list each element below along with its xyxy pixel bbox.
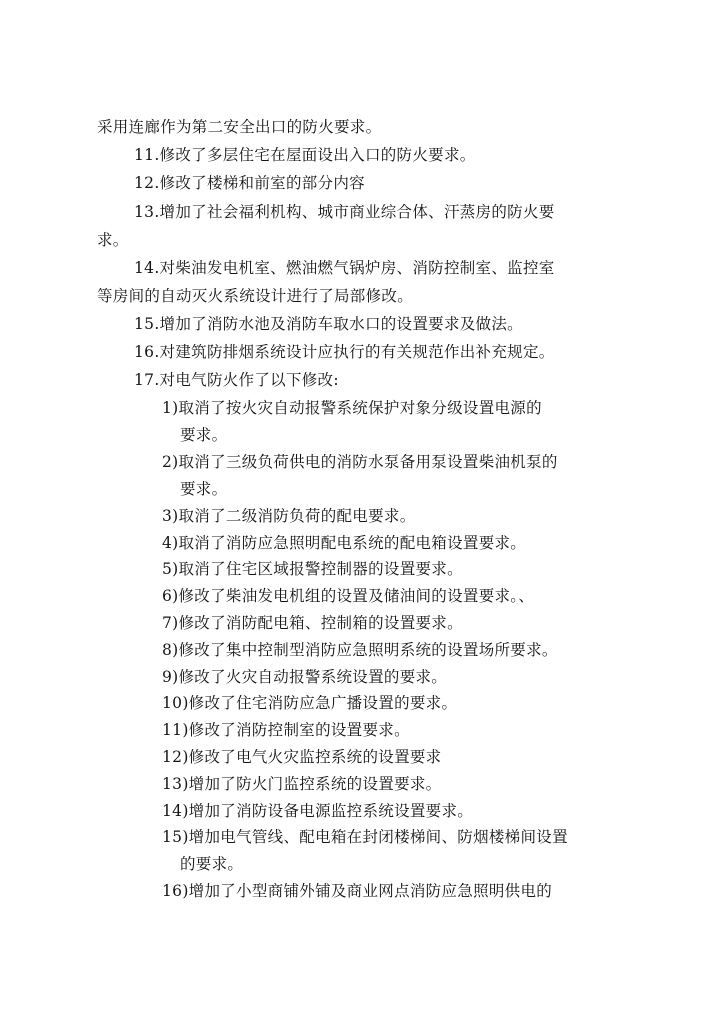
text-line: 5)取消了住宅区域报警控制器的设置要求。 bbox=[162, 560, 463, 578]
text-line: 要求。 bbox=[180, 426, 228, 444]
text-line: 7)修改了消防配电箱、控制箱的设置要求。 bbox=[162, 614, 463, 632]
text-line: 的要求。 bbox=[180, 855, 244, 873]
text-line: 12.修改了楼梯和前室的部分内容 bbox=[134, 174, 365, 192]
text-line: 采用连廊作为第二安全出口的防火要求。 bbox=[97, 118, 382, 136]
text-line: 6)修改了柴油发电机组的设置及储油间的设置要求。、 bbox=[162, 587, 535, 605]
text-line: 11.修改了多层住宅在屋面设出入口的防火要求。 bbox=[134, 146, 476, 164]
text-line: 15.增加了消防水池及消防车取水口的设置要求及做法。 bbox=[134, 315, 523, 333]
text-line: 要求。 bbox=[180, 480, 228, 498]
text-line: 10)修改了住宅消防应急广播设置的要求。 bbox=[162, 694, 458, 712]
text-line: 9)修改了火灾自动报警系统设置的要求。 bbox=[162, 668, 448, 686]
text-line: 15)增加电气管线、配电箱在封闭楼梯间、防烟楼梯间设置 bbox=[162, 828, 568, 846]
text-line: 17.对电气防火作了以下修改: bbox=[134, 371, 339, 389]
text-line: 13)增加了防火门监控系统的设置要求。 bbox=[162, 775, 442, 793]
text-line: 4)取消了消防应急照明配电系统的配电箱设置要求。 bbox=[162, 534, 527, 552]
text-line: 16)增加了小型商铺外铺及商业网点消防应急照明供电的 bbox=[162, 882, 553, 900]
text-line: 3)取消了二级消防负荷的配电要求。 bbox=[162, 507, 416, 525]
text-line: 1)取消了按火灾自动报警系统保护对象分级设置电源的 bbox=[162, 399, 542, 417]
text-line: 14.对柴油发电机室、燃油燃气锅炉房、消防控制室、监控室 bbox=[134, 259, 555, 277]
text-line: 11)修改了消防控制室的设置要求。 bbox=[162, 721, 410, 739]
text-line: 12)修改了电气火灾监控系统的设置要求 bbox=[162, 748, 442, 766]
text-line: 14)增加了消防设备电源监控系统设置要求。 bbox=[162, 802, 474, 820]
text-line: 8)修改了集中控制型消防应急照明系统的设置场所要求。 bbox=[162, 641, 558, 659]
text-line: 16.对建筑防排烟系统设计应执行的有关规范作出补充规定。 bbox=[134, 343, 555, 361]
text-line: 等房间的自动灭火系统设计进行了局部修改。 bbox=[97, 287, 414, 305]
text-line: 13.增加了社会福利机构、城市商业综合体、汗蒸房的防火要 bbox=[134, 203, 555, 221]
text-line: 求。 bbox=[97, 231, 129, 249]
text-line: 2)取消了三级负荷供电的消防水泵备用泵设置柴油机泵的 bbox=[162, 453, 558, 471]
